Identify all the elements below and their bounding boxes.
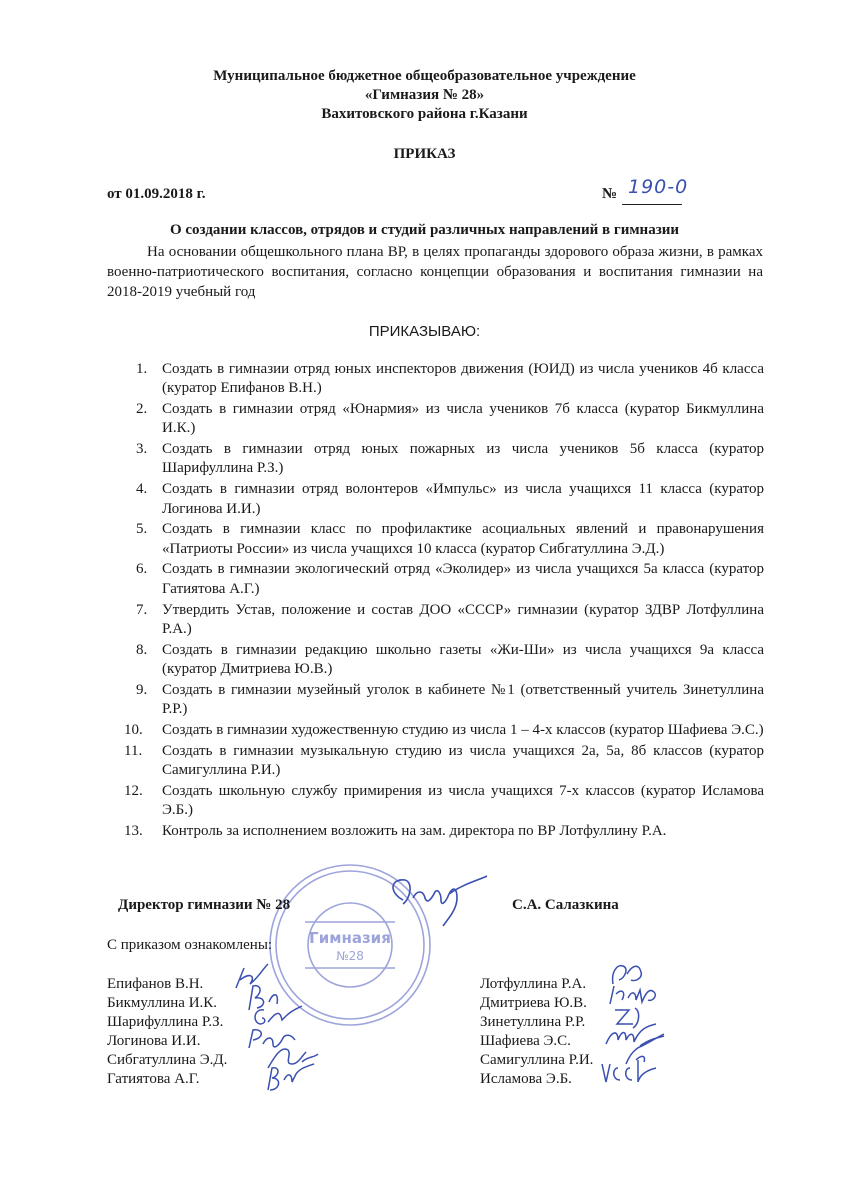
document-title: ПРИКАЗ xyxy=(393,146,456,162)
list-item xyxy=(124,520,764,559)
item-number: 3. xyxy=(136,441,148,458)
list-item xyxy=(124,782,764,821)
item-text: Создать в гимназии редакцию школьно газеты «Жи-Ши» из числа учащихся 9а класса (куратор Дмитриева Ю.В.) xyxy=(162,641,764,677)
order-number-handwritten: 190-0 xyxy=(628,176,689,198)
acquainted-name: Лотфуллина Р.А. xyxy=(480,976,587,992)
list-item xyxy=(124,560,764,599)
order-basis: На основании общешкольного плана ВР, в целях пропаганды здорового образа жизни, в рамках военно-патриотического воспитания, согласно концепции образования и воспитания гимназии на 2018-2019 учебный год xyxy=(107,244,763,300)
acquainted-name: Самигуллина Р.И. xyxy=(480,1052,594,1068)
stamp-school-number: №28 xyxy=(336,949,364,963)
item-text: Контроль за исполнением возложить на зам. директора по ВР Лотфуллину Р.А. xyxy=(162,822,667,839)
item-number: 9. xyxy=(136,681,148,698)
order-word: ПРИКАЗЫВАЮ: xyxy=(368,323,481,340)
item-text: Создать в гимназии отряд волонтеров «Импульс» из числа учащихся 11 класса (куратор Логинова И.И.) xyxy=(162,481,764,517)
acquainted-list-left xyxy=(107,975,227,1089)
order-items-list xyxy=(124,360,764,843)
list-item xyxy=(124,400,764,439)
item-number: 6. xyxy=(136,561,148,578)
header-school-name: «Гимназия № 28» xyxy=(364,87,485,103)
acquainted-list-right xyxy=(480,975,593,1089)
item-number: 2. xyxy=(136,401,148,418)
item-text: Создать в гимназии художественную студию из числа 1 – 4-х классов (куратор Шафиева Э.С.) xyxy=(162,721,764,738)
item-text: Создать в гимназии музейный уголок в кабинете №1 (ответственный учитель Зинетуллина Р.Р.) xyxy=(162,681,764,718)
list-item xyxy=(124,480,764,519)
acquainted-name: Шарифуллина Р.З. xyxy=(107,1014,224,1030)
order-date: от 01.09.2018 г. xyxy=(107,186,206,202)
header-institution: Муниципальное бюджетное общеобразовательное учреждение xyxy=(213,68,636,84)
list-item xyxy=(124,440,764,479)
item-text: Создать в гимназии музыкальную студию из числа учащихся 2а, 5а, 8б классов (куратор Самигуллина Р.И.) xyxy=(162,742,764,778)
acquainted-name: Шафиева Э.С. xyxy=(480,1033,571,1049)
acquainted-label: С приказом ознакомлены: xyxy=(107,937,273,953)
signature-right-6 xyxy=(596,1054,662,1088)
list-item xyxy=(124,822,764,841)
list-item xyxy=(124,742,764,781)
acquainted-name: Бикмуллина И.К. xyxy=(107,995,218,1011)
item-number: 7. xyxy=(136,601,148,618)
item-text: Утвердить Устав, положение и состав ДОО «СССР» гимназии (куратор ЗДВР Лотфуллина Р.А.) xyxy=(162,601,764,637)
order-number-line xyxy=(622,204,682,205)
acquainted-name: Епифанов В.Н. xyxy=(107,976,204,992)
order-subject: О создании классов, отрядов и студий различных направлений в гимназии xyxy=(169,222,680,238)
item-text: Создать в гимназии отряд «Юнармия» из числа учеников 7б класса (куратор Бикмуллина И.К.) xyxy=(162,401,764,437)
item-text: Создать в гимназии класс по профилактике асоциальных явлений и правонарушения «Патриоты России» из числа учащихся 10 класса (куратор Сибгатуллина Э.Д.) xyxy=(162,521,764,557)
item-number: 12. xyxy=(124,782,143,799)
acquainted-name: Логинова И.И. xyxy=(107,1033,201,1049)
acquainted-name: Зинетуллина Р.Р. xyxy=(480,1014,586,1030)
signature-left-6 xyxy=(258,1060,318,1096)
item-text: Создать в гимназии экологический отряд «Эколидер» из числа учащихся 5а класса (куратор Гатиятова А.Г.) xyxy=(162,561,764,597)
list-item xyxy=(124,681,764,720)
item-number: 5. xyxy=(136,521,148,538)
item-number: 8. xyxy=(136,641,148,658)
acquainted-name: Гатиятова А.Г. xyxy=(107,1071,200,1087)
acquainted-name: Дмитриева Ю.В. xyxy=(480,995,587,1011)
order-number-label: № xyxy=(602,186,618,202)
director-signature xyxy=(383,870,493,930)
item-text: Создать в гимназии отряд юных инспекторов движения (ЮИД) из числа учеников 4б класса (куратор Епифанов В.Н.) xyxy=(162,361,764,397)
acquainted-name: Сибгатуллина Э.Д. xyxy=(107,1052,228,1068)
stamp-school-name: Гимназия xyxy=(309,929,391,947)
list-item xyxy=(124,721,764,740)
item-number: 10. xyxy=(124,721,143,738)
item-number: 4. xyxy=(136,481,148,498)
item-number: 11. xyxy=(124,742,143,759)
header-district: Вахитовского района г.Казани xyxy=(321,106,528,122)
list-item xyxy=(124,360,764,399)
list-item xyxy=(124,641,764,680)
director-title: Директор гимназии № 28 xyxy=(118,897,291,913)
item-text: Создать в гимназии отряд юных пожарных из числа учеников 5б класса (куратор Шарифуллина Р.З.) xyxy=(162,441,764,477)
list-item xyxy=(124,601,764,640)
director-name: С.А. Салазкина xyxy=(512,897,619,913)
item-number: 13. xyxy=(124,822,143,839)
item-number: 1. xyxy=(136,361,148,377)
item-text: Создать школьную службу примирения из числа учащихся 7-х классов (куратор Исламова Э.Б.) xyxy=(162,782,764,819)
acquainted-name: Исламова Э.Б. xyxy=(480,1071,572,1087)
